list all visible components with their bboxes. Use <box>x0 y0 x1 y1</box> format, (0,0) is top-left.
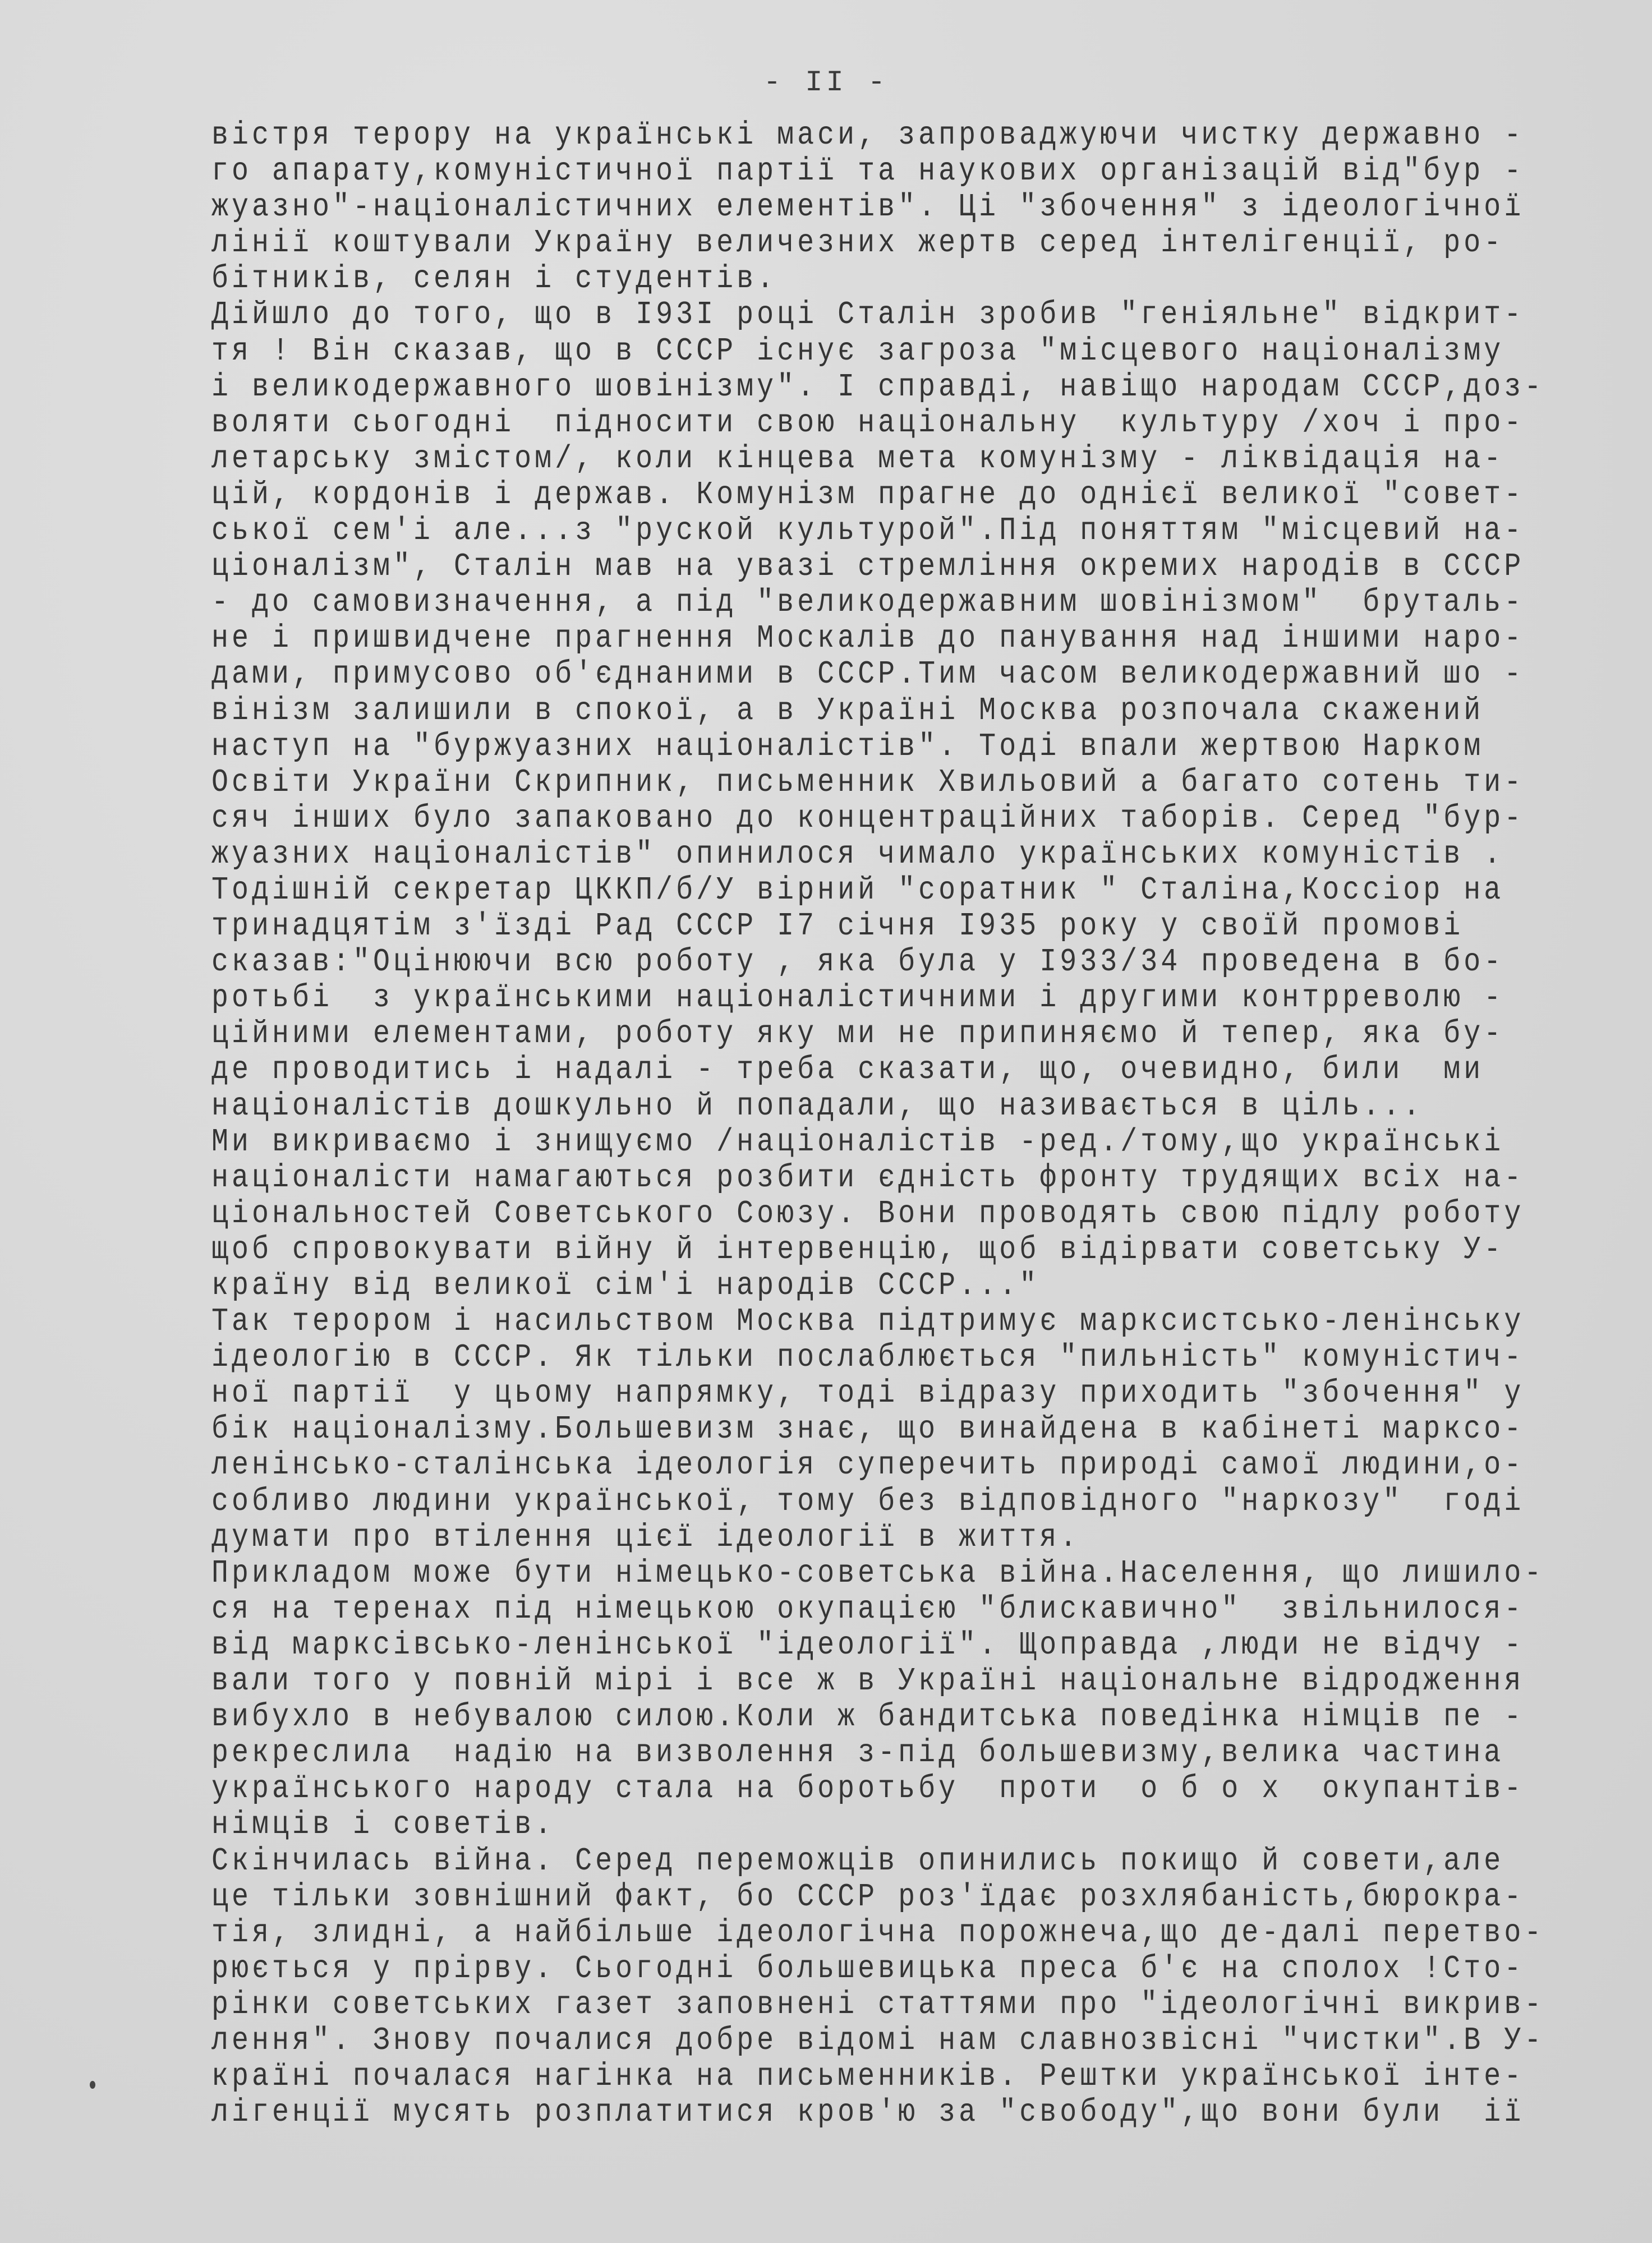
body-text <box>211 118 1544 2131</box>
text-line: Прикладом може бути німецько-советська війна.Населення, що лишило- <box>211 1555 1545 1592</box>
text-line: ціональностей Советського Союзу. Вони проводять свою підлу роботу <box>211 1195 1525 1233</box>
text-line: го апарату,комуністичної партії та наукових організацій від"бур - <box>211 153 1525 190</box>
text-line: вістря терору на українські маси, запроваджуючи чистку державно - <box>211 117 1525 154</box>
text-line: лігенції мусять розплатитися кров'ю за "свободу",що вони були ії <box>211 2094 1525 2131</box>
text-line: ленінсько-сталінська ідеологія суперечить природі самої людини,о- <box>211 1447 1525 1484</box>
text-line: вали того у повній мірі і все ж в Україні національне відродження <box>211 1662 1525 1700</box>
text-line: де проводитись і надалі - треба сказати, що, очевидно, били ми <box>211 1052 1484 1089</box>
text-line: ційними елементами, роботу яку ми не припиняємо й тепер, яка бу- <box>211 1015 1504 1053</box>
text-line: ся на теренах під німецькою окупацією "блискавично" звільнилося- <box>211 1591 1525 1628</box>
text-line: собливо людини української, тому без відповідного "наркозу" годі <box>211 1483 1525 1520</box>
text-line: щоб спровокувати війну й інтервенцію, щоб відірвати советську У- <box>211 1231 1504 1269</box>
text-line: німців і советів. <box>211 1807 555 1844</box>
text-line: ротьбі з українськими націоналістичними і другими контрреволю - <box>211 979 1504 1017</box>
text-line: лінії коштували Україну величезних жертв серед інтелігенції, ро- <box>211 224 1504 262</box>
text-line: рекреслила надію на визволення з-під большевизму,велика частина <box>211 1734 1504 1772</box>
ink-speck <box>90 2081 95 2089</box>
text-line: рюється у прірву. Сьогодні большевицька преса б'є на сполох !Сто- <box>211 1950 1525 1987</box>
text-line: від марксівсько-ленінської "ідеології". Щоправда ,люди не відчу - <box>211 1627 1525 1664</box>
text-line: Скінчилась війна. Серед переможців опинились покищо й совети,але <box>211 1843 1504 1880</box>
text-line: Ми викриваємо і знищуємо /націоналістів -ред./тому,що українські <box>211 1123 1504 1160</box>
text-line: - до самовизначення, а під "великодержавним шовінізмом" бруталь- <box>211 584 1525 621</box>
text-line: Тодішній секретар ЦККП/б/У вірний "соратник " Сталіна,Коссіор на <box>211 872 1504 909</box>
text-line: вінізм залишили в спокої, а в Україні Москва розпочала скажений <box>211 692 1484 729</box>
text-line: і великодержавного шовінізму". І справді, навіщо народам СССР,доз- <box>211 369 1545 406</box>
text-line: не і пришвидчене прагнення Москалів до панування над іншими наро- <box>211 620 1525 657</box>
text-line: країні почалася нагінка на письменників. Рештки української інте- <box>211 2058 1525 2095</box>
page-number: - II - <box>763 66 889 99</box>
text-line: ної партії у цьому напрямку, тоді відразу приходить "збочення" у <box>211 1375 1525 1412</box>
text-line: цій, кордонів і держав. Комунізм прагне до однієї великої "совет- <box>211 476 1525 514</box>
text-line: лення". Знову почалися добре відомі нам славнозвісні "чистки".В У- <box>211 2022 1545 2060</box>
text-line: українського народу стала на боротьбу проти о б о х окупантів- <box>211 1770 1525 1808</box>
text-line: летарську змістом/, коли кінцева мета комунізму - ліквідація на- <box>211 440 1504 478</box>
text-line: жуазних націоналістів" опинилося чимало українських комуністів . <box>211 836 1504 873</box>
text-line: Так терором і насильством Москва підтримує марксистсько-ленінську <box>211 1303 1525 1341</box>
text-line: ідеологію в СССР. Як тільки послаблюється "пильність" комуністич- <box>211 1339 1525 1376</box>
text-line: думати про втілення цієї ідеології в життя. <box>211 1519 1080 1556</box>
text-line: тя ! Він сказав, що в СССР існує загроза "місцевого націоналізму <box>211 333 1504 370</box>
text-line: тринадцятім з'їзді Рад СССР I7 січня I935 року у своїй промові <box>211 908 1464 945</box>
text-line: дами, примусово об'єднаними в СССР.Тим часом великодержавний шо - <box>211 656 1525 693</box>
text-line: наступ на "буржуазних націоналістів". Тоді впали жертвою Нарком <box>211 728 1484 765</box>
text-line: націоналісти намагаються розбити єдність фронту трудящих всіх на- <box>211 1159 1525 1196</box>
text-line: Дійшло до того, що в I93I році Сталін зробив "геніяльне" відкрит- <box>211 297 1525 334</box>
text-line: бітників, селян і студентів. <box>211 261 777 298</box>
text-line: ської сем'і але...з "руской культурой".Під поняттям "місцевий на- <box>211 512 1525 550</box>
text-line: це тільки зовнішний факт, бо СССР роз'їдає розхлябаність,бюрокра- <box>211 1878 1525 1915</box>
text-line: рінки советських газет заповнені статтями про "ідеологічні викрив- <box>211 1986 1545 2024</box>
text-line: Освіти України Скрипник, письменник Хвильовий а багато сотень ти- <box>211 764 1525 801</box>
text-line: бік націоналізму.Большевизм знає, що винайдена в кабінеті марксо- <box>211 1411 1525 1448</box>
text-line: вибухло в небувалою силою.Коли ж бандитська поведінка німців пе - <box>211 1698 1525 1736</box>
text-line: країну від великої сім'і народів СССР..." <box>211 1267 1040 1305</box>
text-line: жуазно"-націоналістичних елементів". Ці "збочення" з ідеологічної <box>211 188 1525 226</box>
text-line: ціоналізм", Сталін мав на увазі стремління окремих народів в СССР <box>211 548 1525 586</box>
text-line: сказав:"Оцінюючи всю роботу , яка була у I933/34 проведена в бо- <box>211 943 1504 981</box>
text-line: воляти сьогодні підносити свою національну культуру /хоч і про- <box>211 404 1525 441</box>
text-line: сяч інших було запаковано до концентраційних таборів. Серед "бур- <box>211 800 1525 837</box>
text-line: націоналістів дошкульно й попадали, що називається в ціль... <box>211 1088 1424 1125</box>
text-line: тія, злидні, а найбільше ідеологічна порожнеча,що де-далі перетво- <box>211 1914 1545 1951</box>
